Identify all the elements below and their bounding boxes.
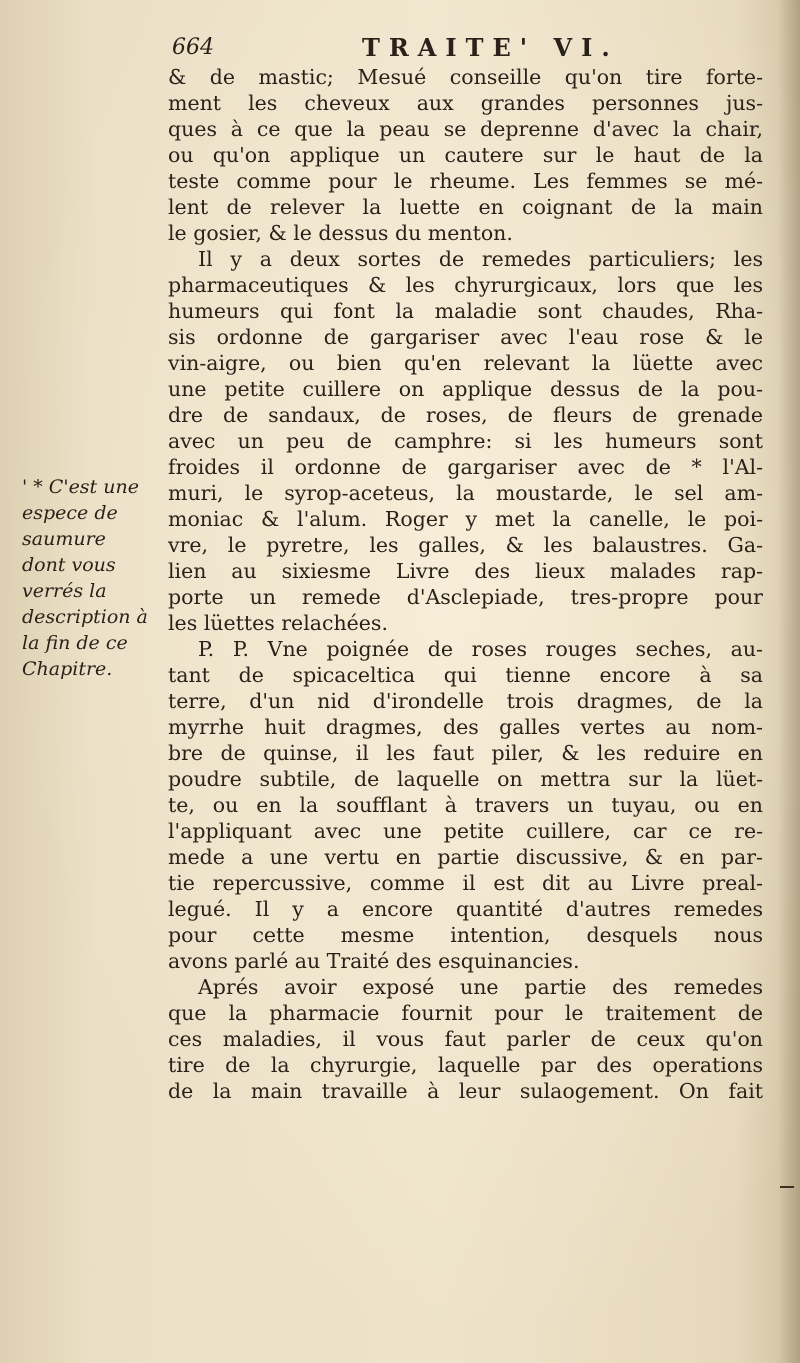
text-line: ment les cheveux aux grandes personnes jus- xyxy=(168,91,763,115)
text-line: P. P. Vne poignée de roses rouges seches, au- xyxy=(198,637,763,661)
text-line: porte un remede d'Asclepiade, tres-propre pour xyxy=(168,585,763,609)
page-number: 664 xyxy=(172,35,214,60)
text-line: Aprés avoir exposé une partie des remedes xyxy=(198,975,763,999)
text-line: tant de spicaceltica qui tienne encore à sa xyxy=(168,663,763,687)
text-line: poudre subtile, de laquelle on mettra sur la lüet- xyxy=(168,767,763,791)
text-line: l'appliquant avec une petite cuillere, car ce re- xyxy=(168,819,763,843)
running-title: TRAITE' VI. xyxy=(362,33,619,62)
text-line: ques à ce que la peau se deprenne d'avec la chair, xyxy=(168,117,763,141)
text-line: Il y a deux sortes de remedes particuliers; les xyxy=(198,247,763,271)
text-line: vin-aigre, ou bien qu'en relevant la lüette avec xyxy=(168,351,763,375)
text-line: & de mastic; Mesué conseille qu'on tire forte- xyxy=(168,65,763,89)
text-line: muri, le syrop-aceteus, la moustarde, le sel am- xyxy=(168,481,763,505)
text-line: les lüettes relachées. xyxy=(168,611,388,635)
margin-note-line: la fin de ce xyxy=(22,632,128,654)
margin-note-line: dont vous xyxy=(22,554,116,576)
text-line: myrrhe huit dragmes, des galles vertes au nom- xyxy=(168,715,763,739)
text-line: pharmaceutiques & les chyrurgicaux, lors que les xyxy=(168,273,763,297)
text-line: ces maladies, il vous faut parler de ceux qu'on xyxy=(168,1027,763,1051)
text-line: moniac & l'alum. Roger y met la canelle, le poi- xyxy=(168,507,763,531)
text-line: teste comme pour le rheume. Les femmes se mé- xyxy=(168,169,763,193)
text-line: que la pharmacie fournit pour le traitement de xyxy=(168,1001,763,1025)
running-head xyxy=(172,30,762,66)
margin-dash xyxy=(780,1186,794,1188)
text-line: humeurs qui font la maladie sont chaudes, Rha- xyxy=(168,299,763,323)
text-line: te, ou en la soufflant à travers un tuyau, ou en xyxy=(168,793,763,817)
body-text xyxy=(168,64,763,1104)
page-gutter-shadow xyxy=(778,0,800,1363)
text-line: mede a une vertu en partie discussive, & en par- xyxy=(168,845,763,869)
text-line: pour cette mesme intention, desquels nous xyxy=(168,923,763,947)
text-line: avec un peu de camphre: si les humeurs sont xyxy=(168,429,763,453)
text-line: de la main travaille à leur sulaogement. On fait xyxy=(168,1079,763,1103)
text-line: ou qu'on applique un cautere sur le haut de la xyxy=(168,143,763,167)
text-line: froides il ordonne de gargariser avec de * l'Al- xyxy=(168,455,763,479)
margin-note xyxy=(22,474,162,682)
text-line: legué. Il y a encore quantité d'autres remedes xyxy=(168,897,763,921)
text-line: sis ordonne de gargariser avec l'eau rose & le xyxy=(168,325,763,349)
text-line: dre de sandaux, de roses, de fleurs de grenade xyxy=(168,403,763,427)
text-line: lent de relever la luette en coignant de la main xyxy=(168,195,763,219)
margin-note-line: saumure xyxy=(22,528,106,550)
text-line: le gosier, & le dessus du menton. xyxy=(168,221,513,245)
margin-note-line: verrés la xyxy=(22,580,107,602)
text-line: tie repercussive, comme il est dit au Livre preal- xyxy=(168,871,763,895)
text-line: lien au sixiesme Livre des lieux malades rap- xyxy=(168,559,763,583)
margin-note-line: ' * C'est une xyxy=(22,476,139,498)
text-line: vre, le pyretre, les galles, & les balaustres. Ga- xyxy=(168,533,763,557)
margin-note-line: espece de xyxy=(22,502,118,524)
text-line: avons parlé au Traité des esquinancies. xyxy=(168,949,580,973)
text-line: une petite cuillere on applique dessus de la pou- xyxy=(168,377,763,401)
margin-note-line: description à xyxy=(22,606,148,628)
margin-note-line: Chapitre. xyxy=(22,658,113,680)
text-line: terre, d'un nid d'irondelle trois dragmes, de la xyxy=(168,689,763,713)
text-line: bre de quinse, il les faut piler, & les reduire en xyxy=(168,741,763,765)
text-line: tire de la chyrurgie, laquelle par des operations xyxy=(168,1053,763,1077)
